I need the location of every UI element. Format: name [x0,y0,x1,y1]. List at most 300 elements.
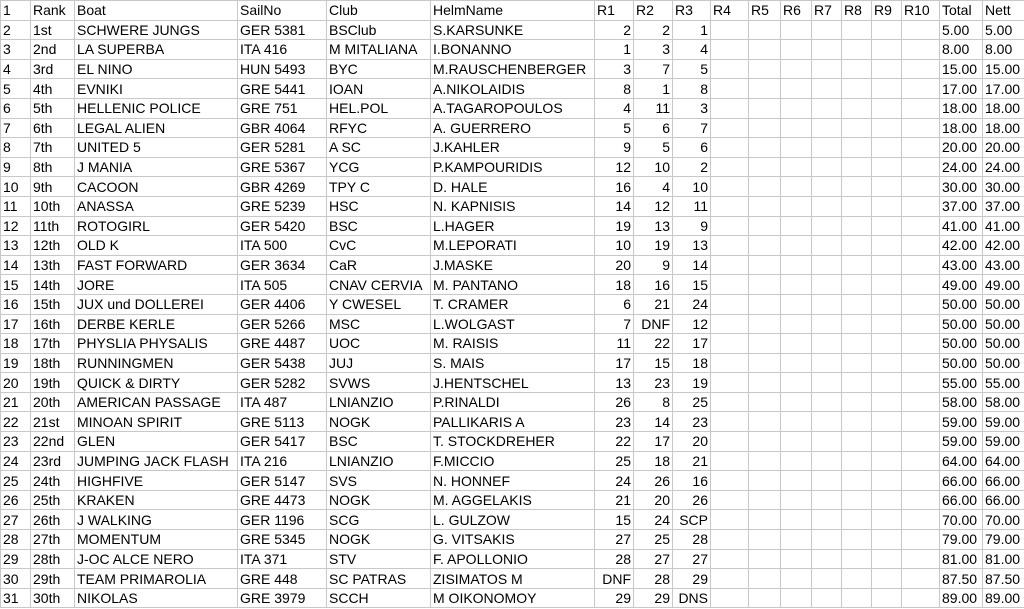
r3-cell[interactable]: 26 [673,490,711,510]
nett-cell[interactable]: 66.00 [983,471,1024,491]
r4-cell[interactable] [711,373,749,393]
r3-cell[interactable]: 7 [673,118,711,138]
r7-cell[interactable] [812,177,842,197]
helmname-cell[interactable]: L. GULZOW [431,510,595,530]
sailno-cell[interactable]: GER 4406 [238,294,327,314]
r7-cell[interactable] [812,216,842,236]
r7-cell[interactable] [812,490,842,510]
row-number-cell[interactable]: 26 [1,490,31,510]
r3-cell[interactable]: 11 [673,196,711,216]
r3-cell[interactable]: 18 [673,353,711,373]
row-number-cell[interactable]: 6 [1,98,31,118]
r5-cell[interactable] [749,353,781,373]
r10-cell[interactable] [902,275,940,295]
r2-cell[interactable]: 20 [634,490,673,510]
r4-cell[interactable] [711,451,749,471]
club-cell[interactable]: STV [327,549,431,569]
club-cell[interactable]: BSC [327,432,431,452]
rank-cell[interactable]: 10th [31,196,75,216]
r6-cell[interactable] [781,59,812,79]
r3-cell[interactable]: 25 [673,392,711,412]
r9-cell[interactable] [872,353,902,373]
r1-cell[interactable]: 11 [595,334,634,354]
nett-cell[interactable]: 50.00 [983,314,1024,334]
header-r3[interactable]: R3 [673,1,711,21]
club-cell[interactable]: Y CWESEL [327,294,431,314]
r10-cell[interactable] [902,216,940,236]
sailno-cell[interactable]: GER 5438 [238,353,327,373]
r7-cell[interactable] [812,98,842,118]
r2-cell[interactable]: 8 [634,392,673,412]
rank-cell[interactable]: 18th [31,353,75,373]
sailno-cell[interactable]: GER 5281 [238,138,327,158]
r10-cell[interactable] [902,118,940,138]
helmname-cell[interactable]: M.RAUSCHENBERGER [431,59,595,79]
helmname-cell[interactable]: J.MASKE [431,255,595,275]
r8-cell[interactable] [842,530,872,550]
sailno-cell[interactable]: GRE 5239 [238,196,327,216]
row-number-cell[interactable]: 23 [1,432,31,452]
r2-cell[interactable]: 4 [634,177,673,197]
r8-cell[interactable] [842,549,872,569]
r10-cell[interactable] [902,412,940,432]
r5-cell[interactable] [749,236,781,256]
rank-cell[interactable]: 3rd [31,59,75,79]
r9-cell[interactable] [872,196,902,216]
sailno-cell[interactable]: GRE 5113 [238,412,327,432]
r8-cell[interactable] [842,40,872,60]
sailno-cell[interactable]: ITA 487 [238,392,327,412]
total-cell[interactable]: 66.00 [940,490,983,510]
boat-cell[interactable]: RUNNINGMEN [75,353,238,373]
r1-cell[interactable]: 1 [595,40,634,60]
r4-cell[interactable] [711,20,749,40]
sailno-cell[interactable]: ITA 216 [238,451,327,471]
r3-cell[interactable]: DNS [673,588,711,608]
sailno-cell[interactable]: GER 5381 [238,20,327,40]
sailno-cell[interactable]: GER 5266 [238,314,327,334]
nett-cell[interactable]: 24.00 [983,157,1024,177]
r6-cell[interactable] [781,98,812,118]
r6-cell[interactable] [781,40,812,60]
r5-cell[interactable] [749,588,781,608]
r3-cell[interactable]: 12 [673,314,711,334]
r3-cell[interactable]: 23 [673,412,711,432]
r2-cell[interactable]: 26 [634,471,673,491]
r7-cell[interactable] [812,412,842,432]
nett-cell[interactable]: 15.00 [983,59,1024,79]
helmname-cell[interactable]: M. PANTANO [431,275,595,295]
helmname-cell[interactable]: M. RAISIS [431,334,595,354]
r8-cell[interactable] [842,569,872,589]
r7-cell[interactable] [812,373,842,393]
r5-cell[interactable] [749,40,781,60]
row-number-cell[interactable]: 15 [1,275,31,295]
row-number-cell[interactable]: 3 [1,40,31,60]
boat-cell[interactable]: J MANIA [75,157,238,177]
nett-cell[interactable]: 43.00 [983,255,1024,275]
row-number-cell[interactable]: 12 [1,216,31,236]
r10-cell[interactable] [902,40,940,60]
helmname-cell[interactable]: J.KAHLER [431,138,595,158]
club-cell[interactable]: BSC [327,216,431,236]
r10-cell[interactable] [902,59,940,79]
r10-cell[interactable] [902,530,940,550]
boat-cell[interactable]: TEAM PRIMAROLIA [75,569,238,589]
nett-cell[interactable]: 17.00 [983,79,1024,99]
club-cell[interactable]: RFYC [327,118,431,138]
r10-cell[interactable] [902,314,940,334]
r7-cell[interactable] [812,20,842,40]
total-cell[interactable]: 17.00 [940,79,983,99]
total-cell[interactable]: 59.00 [940,432,983,452]
helmname-cell[interactable]: N. KAPNISIS [431,196,595,216]
r9-cell[interactable] [872,432,902,452]
r7-cell[interactable] [812,79,842,99]
rank-cell[interactable]: 5th [31,98,75,118]
helmname-cell[interactable]: S. MAIS [431,353,595,373]
r7-cell[interactable] [812,40,842,60]
r8-cell[interactable] [842,59,872,79]
total-cell[interactable]: 37.00 [940,196,983,216]
r1-cell[interactable]: 13 [595,373,634,393]
r4-cell[interactable] [711,490,749,510]
r3-cell[interactable]: 6 [673,138,711,158]
boat-cell[interactable]: LEGAL ALIEN [75,118,238,138]
nett-cell[interactable]: 64.00 [983,451,1024,471]
r8-cell[interactable] [842,177,872,197]
nett-cell[interactable]: 20.00 [983,138,1024,158]
header-sailno[interactable]: SailNo [238,1,327,21]
rank-cell[interactable]: 17th [31,334,75,354]
boat-cell[interactable]: GLEN [75,432,238,452]
total-cell[interactable]: 59.00 [940,412,983,432]
r1-cell[interactable]: 26 [595,392,634,412]
r8-cell[interactable] [842,236,872,256]
r10-cell[interactable] [902,294,940,314]
r2-cell[interactable]: 17 [634,432,673,452]
r4-cell[interactable] [711,98,749,118]
row-number-cell[interactable]: 11 [1,196,31,216]
r2-cell[interactable]: 15 [634,353,673,373]
header-club[interactable]: Club [327,1,431,21]
r10-cell[interactable] [902,549,940,569]
r8-cell[interactable] [842,334,872,354]
header-r5[interactable]: R5 [749,1,781,21]
rank-cell[interactable]: 23rd [31,451,75,471]
rank-cell[interactable]: 28th [31,549,75,569]
boat-cell[interactable]: ANASSA [75,196,238,216]
helmname-cell[interactable]: T. STOCKDREHER [431,432,595,452]
r1-cell[interactable]: 21 [595,490,634,510]
r3-cell[interactable]: 3 [673,98,711,118]
header-r9[interactable]: R9 [872,1,902,21]
club-cell[interactable]: BSClub [327,20,431,40]
r2-cell[interactable]: 24 [634,510,673,530]
r10-cell[interactable] [902,471,940,491]
helmname-cell[interactable]: J.HENTSCHEL [431,373,595,393]
r9-cell[interactable] [872,569,902,589]
club-cell[interactable]: SCG [327,510,431,530]
row-number-cell[interactable]: 4 [1,59,31,79]
r9-cell[interactable] [872,59,902,79]
r8-cell[interactable] [842,157,872,177]
r4-cell[interactable] [711,432,749,452]
r10-cell[interactable] [902,392,940,412]
boat-cell[interactable]: MINOAN SPIRIT [75,412,238,432]
r6-cell[interactable] [781,510,812,530]
r8-cell[interactable] [842,373,872,393]
r6-cell[interactable] [781,79,812,99]
r7-cell[interactable] [812,314,842,334]
sailno-cell[interactable]: GER 3634 [238,255,327,275]
header-r10[interactable]: R10 [902,1,940,21]
r5-cell[interactable] [749,451,781,471]
header-r4[interactable]: R4 [711,1,749,21]
r5-cell[interactable] [749,196,781,216]
r10-cell[interactable] [902,353,940,373]
helmname-cell[interactable]: S.KARSUNKE [431,20,595,40]
nett-cell[interactable]: 50.00 [983,294,1024,314]
r10-cell[interactable] [902,334,940,354]
r9-cell[interactable] [872,530,902,550]
nett-cell[interactable]: 70.00 [983,510,1024,530]
r7-cell[interactable] [812,275,842,295]
r4-cell[interactable] [711,236,749,256]
rank-cell[interactable]: 13th [31,255,75,275]
total-cell[interactable]: 58.00 [940,392,983,412]
total-cell[interactable]: 70.00 [940,510,983,530]
r9-cell[interactable] [872,98,902,118]
r5-cell[interactable] [749,569,781,589]
helmname-cell[interactable]: M. AGGELAKIS [431,490,595,510]
r5-cell[interactable] [749,157,781,177]
rank-cell[interactable]: 4th [31,79,75,99]
r2-cell[interactable]: 9 [634,255,673,275]
r7-cell[interactable] [812,157,842,177]
r8-cell[interactable] [842,275,872,295]
r6-cell[interactable] [781,471,812,491]
r9-cell[interactable] [872,79,902,99]
nett-cell[interactable]: 66.00 [983,490,1024,510]
r9-cell[interactable] [872,236,902,256]
r8-cell[interactable] [842,216,872,236]
sailno-cell[interactable]: ITA 416 [238,40,327,60]
rank-cell[interactable]: 21st [31,412,75,432]
r5-cell[interactable] [749,412,781,432]
sailno-cell[interactable]: GRE 751 [238,98,327,118]
sailno-cell[interactable]: GER 5282 [238,373,327,393]
nett-cell[interactable]: 18.00 [983,98,1024,118]
r5-cell[interactable] [749,392,781,412]
boat-cell[interactable]: SCHWERE JUNGS [75,20,238,40]
r6-cell[interactable] [781,236,812,256]
club-cell[interactable]: UOC [327,334,431,354]
r9-cell[interactable] [872,471,902,491]
total-cell[interactable]: 81.00 [940,549,983,569]
r10-cell[interactable] [902,569,940,589]
r9-cell[interactable] [872,588,902,608]
club-cell[interactable]: NOGK [327,412,431,432]
nett-cell[interactable]: 49.00 [983,275,1024,295]
row-number-cell[interactable]: 31 [1,588,31,608]
nett-cell[interactable]: 30.00 [983,177,1024,197]
nett-cell[interactable]: 41.00 [983,216,1024,236]
r5-cell[interactable] [749,314,781,334]
nett-cell[interactable]: 5.00 [983,20,1024,40]
r10-cell[interactable] [902,236,940,256]
boat-cell[interactable]: EVNIKI [75,79,238,99]
boat-cell[interactable]: OLD K [75,236,238,256]
sailno-cell[interactable]: GER 5147 [238,471,327,491]
helmname-cell[interactable]: I.BONANNO [431,40,595,60]
nett-cell[interactable]: 87.50 [983,569,1024,589]
club-cell[interactable]: NOGK [327,530,431,550]
r1-cell[interactable]: 18 [595,275,634,295]
r8-cell[interactable] [842,588,872,608]
r4-cell[interactable] [711,392,749,412]
rank-cell[interactable]: 29th [31,569,75,589]
row-number-cell[interactable]: 5 [1,79,31,99]
r8-cell[interactable] [842,490,872,510]
r2-cell[interactable]: 10 [634,157,673,177]
helmname-cell[interactable]: PALLIKARIS A [431,412,595,432]
r9-cell[interactable] [872,373,902,393]
total-cell[interactable]: 43.00 [940,255,983,275]
header-r2[interactable]: R2 [634,1,673,21]
row-number-cell[interactable]: 7 [1,118,31,138]
r2-cell[interactable]: 1 [634,79,673,99]
r8-cell[interactable] [842,98,872,118]
r4-cell[interactable] [711,314,749,334]
r6-cell[interactable] [781,373,812,393]
r9-cell[interactable] [872,157,902,177]
r3-cell[interactable]: 29 [673,569,711,589]
r9-cell[interactable] [872,255,902,275]
r1-cell[interactable]: 15 [595,510,634,530]
sailno-cell[interactable]: ITA 500 [238,236,327,256]
helmname-cell[interactable]: F.MICCIO [431,451,595,471]
r5-cell[interactable] [749,275,781,295]
r1-cell[interactable]: 23 [595,412,634,432]
r9-cell[interactable] [872,510,902,530]
r2-cell[interactable]: 19 [634,236,673,256]
r2-cell[interactable]: 22 [634,334,673,354]
row-number-cell[interactable]: 18 [1,334,31,354]
r1-cell[interactable]: 5 [595,118,634,138]
header-r1[interactable]: R1 [595,1,634,21]
r8-cell[interactable] [842,353,872,373]
row-number-cell[interactable]: 13 [1,236,31,256]
r7-cell[interactable] [812,588,842,608]
row-number-cell[interactable]: 19 [1,353,31,373]
boat-cell[interactable]: MOMENTUM [75,530,238,550]
helmname-cell[interactable]: M OIKONOMOY [431,588,595,608]
r4-cell[interactable] [711,59,749,79]
r9-cell[interactable] [872,549,902,569]
boat-cell[interactable]: EL NINO [75,59,238,79]
r6-cell[interactable] [781,334,812,354]
r5-cell[interactable] [749,334,781,354]
rank-cell[interactable]: 27th [31,530,75,550]
nett-cell[interactable]: 42.00 [983,236,1024,256]
nett-cell[interactable]: 89.00 [983,588,1024,608]
header-nett[interactable]: Nett [983,1,1024,21]
r5-cell[interactable] [749,294,781,314]
header-helmname[interactable]: HelmName [431,1,595,21]
r8-cell[interactable] [842,255,872,275]
row-number-cell[interactable]: 20 [1,373,31,393]
row-number-cell[interactable]: 9 [1,157,31,177]
r1-cell[interactable]: 3 [595,59,634,79]
r6-cell[interactable] [781,451,812,471]
r1-cell[interactable]: 9 [595,138,634,158]
r10-cell[interactable] [902,490,940,510]
helmname-cell[interactable]: ZISIMATOS M [431,569,595,589]
r6-cell[interactable] [781,549,812,569]
r3-cell[interactable]: 8 [673,79,711,99]
r6-cell[interactable] [781,432,812,452]
r1-cell[interactable]: 6 [595,294,634,314]
boat-cell[interactable]: JUX und DOLLEREI [75,294,238,314]
boat-cell[interactable]: PHYSLIA PHYSALIS [75,334,238,354]
total-cell[interactable]: 15.00 [940,59,983,79]
r3-cell[interactable]: 4 [673,40,711,60]
r9-cell[interactable] [872,294,902,314]
r2-cell[interactable]: 25 [634,530,673,550]
r7-cell[interactable] [812,196,842,216]
boat-cell[interactable]: CACOON [75,177,238,197]
r4-cell[interactable] [711,334,749,354]
row-number-cell[interactable]: 25 [1,471,31,491]
row-number-cell[interactable]: 29 [1,549,31,569]
nett-cell[interactable]: 50.00 [983,334,1024,354]
r2-cell[interactable]: 11 [634,98,673,118]
nett-cell[interactable]: 18.00 [983,118,1024,138]
boat-cell[interactable]: HELLENIC POLICE [75,98,238,118]
r9-cell[interactable] [872,412,902,432]
rank-cell[interactable]: 24th [31,471,75,491]
r5-cell[interactable] [749,490,781,510]
r7-cell[interactable] [812,334,842,354]
r5-cell[interactable] [749,177,781,197]
club-cell[interactable]: IOAN [327,79,431,99]
club-cell[interactable]: CvC [327,236,431,256]
header-boat[interactable]: Boat [75,1,238,21]
r8-cell[interactable] [842,118,872,138]
club-cell[interactable]: SCCH [327,588,431,608]
boat-cell[interactable]: NIKOLAS [75,588,238,608]
club-cell[interactable]: LNIANZIO [327,451,431,471]
r4-cell[interactable] [711,138,749,158]
r9-cell[interactable] [872,177,902,197]
sailno-cell[interactable]: GRE 5441 [238,79,327,99]
r10-cell[interactable] [902,177,940,197]
club-cell[interactable]: BYC [327,59,431,79]
r4-cell[interactable] [711,569,749,589]
club-cell[interactable]: LNIANZIO [327,392,431,412]
r6-cell[interactable] [781,392,812,412]
r2-cell[interactable]: 7 [634,59,673,79]
club-cell[interactable]: A SC [327,138,431,158]
r7-cell[interactable] [812,353,842,373]
r10-cell[interactable] [902,157,940,177]
r2-cell[interactable]: 29 [634,588,673,608]
r4-cell[interactable] [711,216,749,236]
sailno-cell[interactable]: ITA 505 [238,275,327,295]
boat-cell[interactable]: QUICK & DIRTY [75,373,238,393]
header-r8[interactable]: R8 [842,1,872,21]
